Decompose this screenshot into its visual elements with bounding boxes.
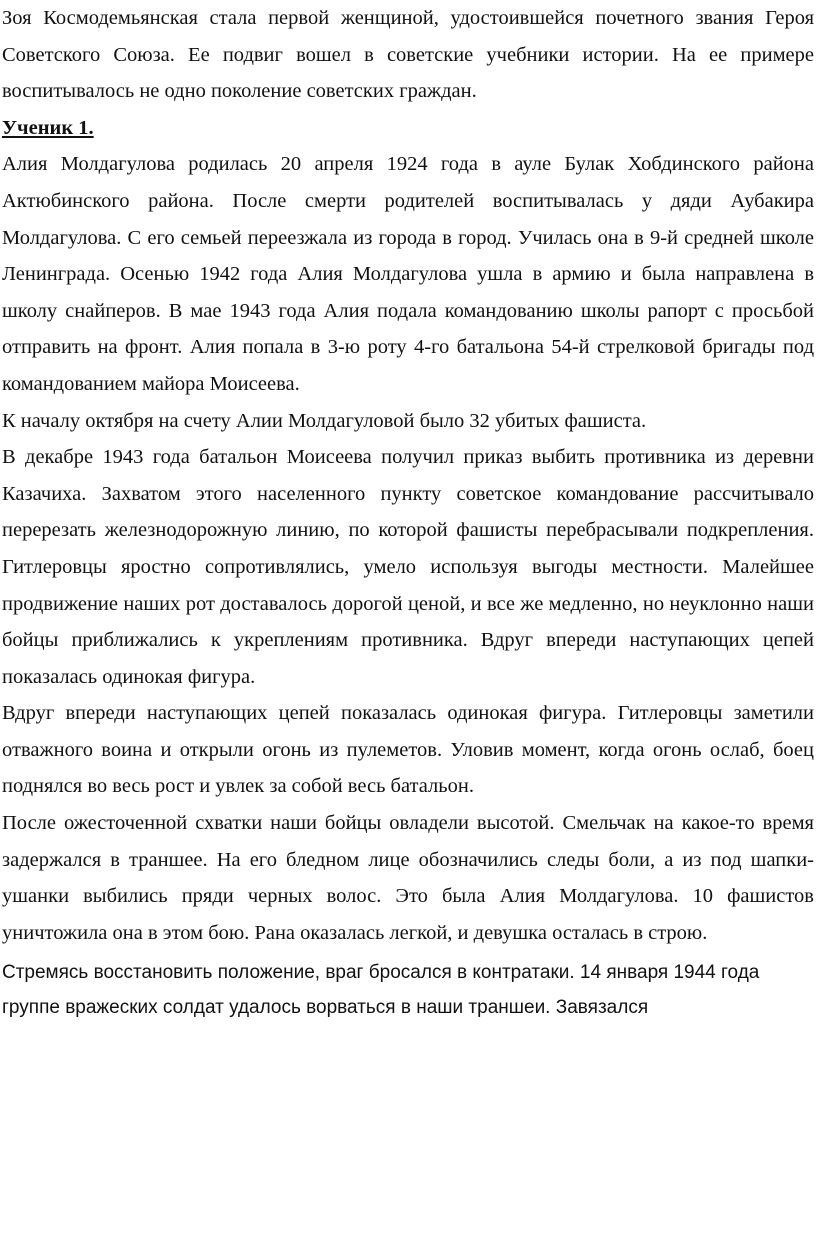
paragraph-counterattack: Стремясь восстановить положение, враг бросался в контратаки. 14 января 1944 года группе вражеских солдат удалось ворваться в наши траншеи. Завязался [2,962,760,1019]
document-page [2,0,814,1025]
paragraph-lone-figure: Вдруг впереди наступающих цепей показалась одинокая фигура. Гитлеровцы заметили отважного воина и открыли огонь из пулеметов. Уловив момент, когда огонь ослаб, боец поднялся во весь рост и увлек за собой весь батальон. [2,702,814,798]
paragraph-october-count: К началу октября на счету Алии Молдагуловой было 32 убитых фашиста. [2,409,647,432]
paragraph-kazachikha-battle: В декабре 1943 года батальон Моисеева получил приказ выбить противника из деревни Казачиха. Захватом этого населенного пункту советское командование рассчитывало перерезать железнодорожную линию, по которой фашисты перебрасывали подкрепления. Гитлеровцы яростно сопротивлялись, умело используя выгоды местности. Малейшее продвижение наших рот доставалось дорогой ценой, и все же медленно, но неуклонно наши бойцы приближались к укреплениям противника. Вдруг впереди наступающих цепей показалась одинокая фигура. [2,446,814,688]
paragraph-after-battle: После ожесточенной схватки наши бойцы овладели высотой. Смельчак на какое-то время задержался в траншее. На его бледном лице обозначились следы боли, а из под шапки-ушанки выбились пряди черных волос. Это была Алия Молдагулова. 10 фашистов уничтожила она в этом бою. Рана оказалась легкой, и девушка осталась в строю. [2,812,814,944]
intro-paragraph: Зоя Космодемьянская стала первой женщиной, удостоившейся почетного звания Героя Советского Союза. Ее подвиг вошел в советские учебники истории. На ее примере воспитывалось не одно поколение советских граждан. [2,7,814,103]
paragraph-biography: Алия Молдагулова родилась 20 апреля 1924 года в ауле Булак Хобдинского района Актюбинского района. После смерти родителей воспитывалась у дяди Аубакира Молдагулова. С его семьей переезжала из города в город. Училась она в 9-й средней школе Ленинграда. Осенью 1942 года Алия Молдагулова ушла в армию и была направлена в школу снайперов. В мае 1943 года Алия подала командованию школы рапорт с просьбой отправить на фронт. Алия попала в 3-ю роту 4-го батальона 54-й стрелковой бригады под командованием майора Моисеева. [2,153,814,395]
student-heading: Ученик 1. [2,116,94,139]
